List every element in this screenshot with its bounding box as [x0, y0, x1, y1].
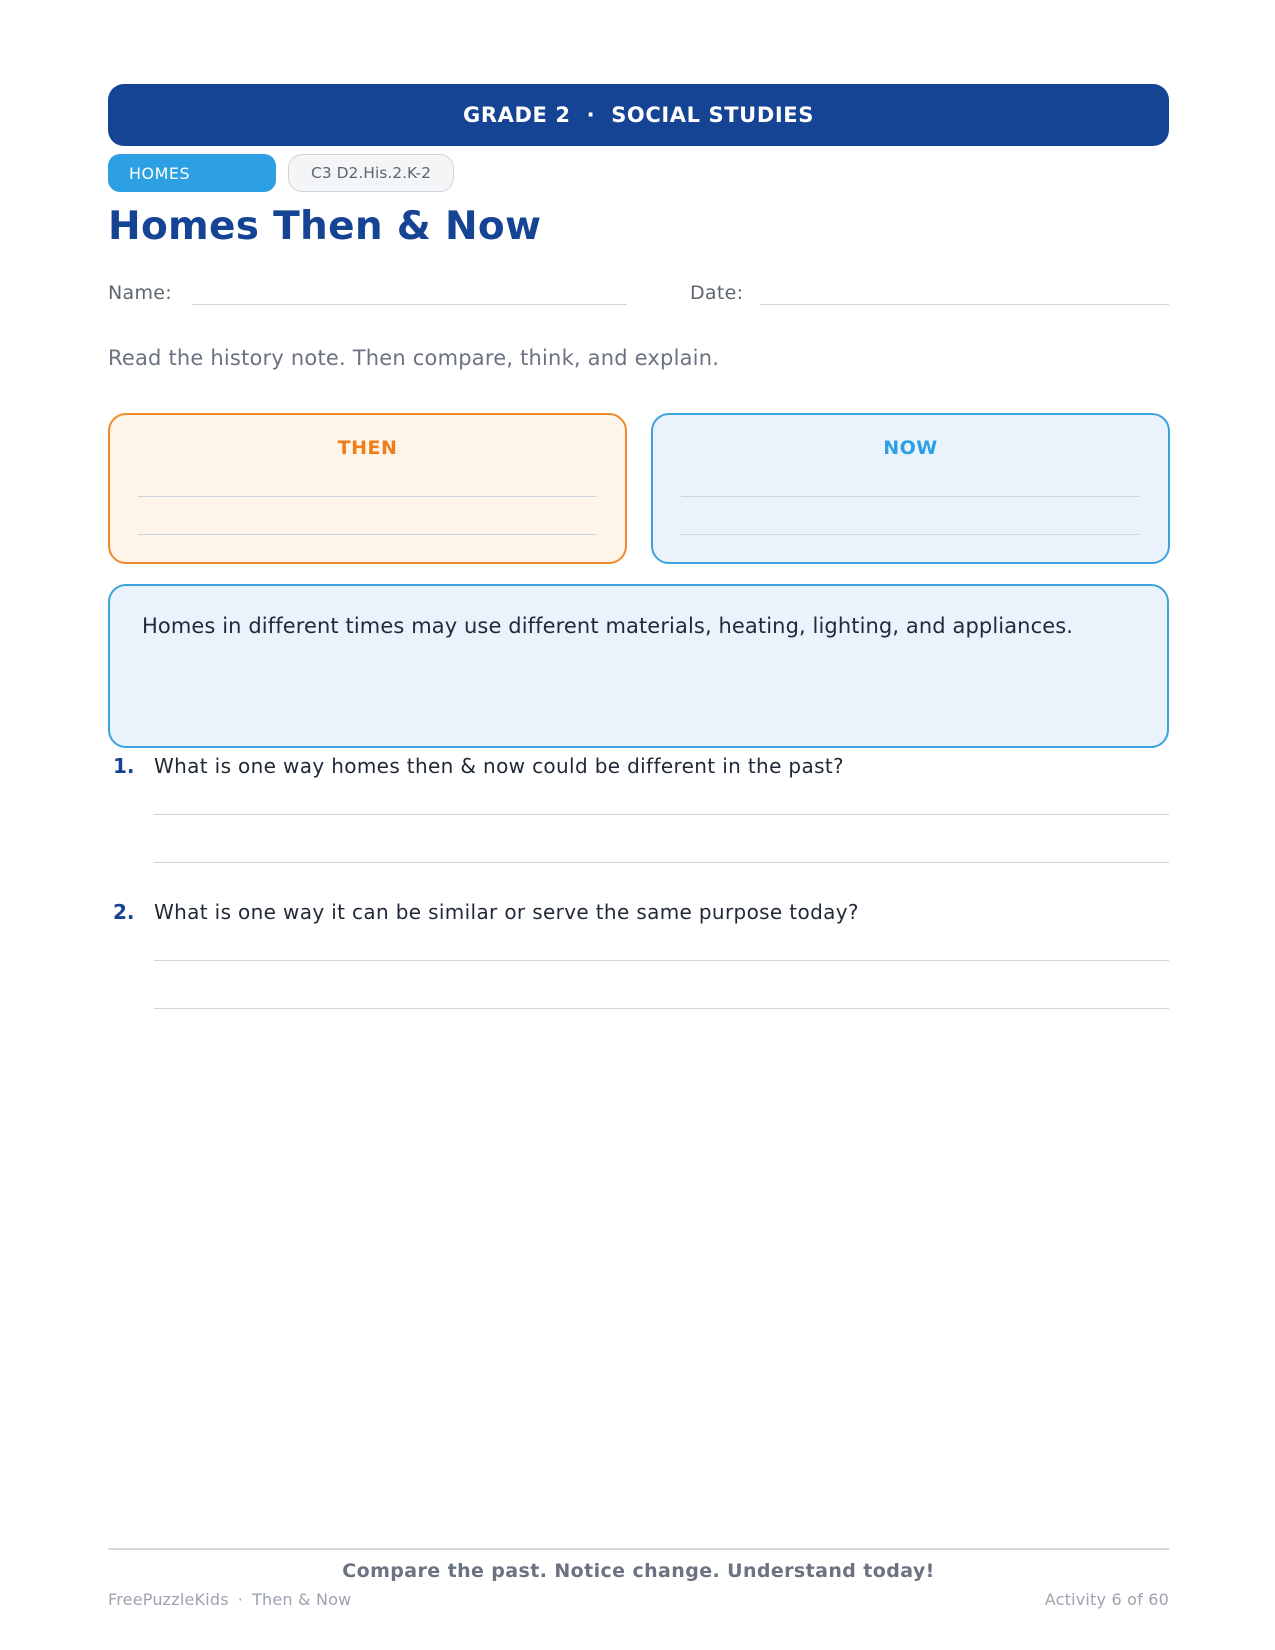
- date-label: Date:: [690, 282, 744, 304]
- name-field[interactable]: [192, 304, 627, 305]
- answer-line[interactable]: [154, 1008, 1169, 1009]
- answer-line[interactable]: [154, 862, 1169, 863]
- history-note-box: [108, 584, 1169, 748]
- now-writing-line[interactable]: [681, 534, 1140, 535]
- question-text: What is one way it can be similar or serve the same purpose today?: [154, 900, 859, 924]
- question-number: 1.: [113, 754, 135, 778]
- activity-counter: Activity 6 of 60: [1044, 1590, 1169, 1609]
- answer-line[interactable]: [154, 960, 1169, 961]
- question-number: 2.: [113, 900, 135, 924]
- footer-divider: [108, 1548, 1169, 1550]
- then-writing-line[interactable]: [138, 496, 597, 497]
- name-label: Name:: [108, 282, 172, 304]
- now-box: [651, 413, 1170, 564]
- now-label: NOW: [883, 437, 938, 459]
- standard-tag: C3 D2.His.2.K-2: [288, 154, 454, 192]
- then-writing-line[interactable]: [138, 534, 597, 535]
- date-field[interactable]: [760, 304, 1169, 305]
- footer-tagline: Compare the past. Notice change. Understand today!: [342, 1560, 935, 1582]
- history-note-text: Homes in different times may use different materials, heating, lighting, and appliances.: [142, 614, 1074, 638]
- subject-label: SOCIAL STUDIES: [611, 103, 814, 127]
- page-title: Homes Then & Now: [108, 204, 542, 249]
- grade-label: GRADE 2: [463, 103, 571, 127]
- header-separator: ·: [586, 103, 596, 127]
- footer-brand: FreePuzzleKids: [108, 1590, 229, 1609]
- footer-brand-line: [108, 1590, 351, 1609]
- question-text: What is one way homes then & now could be different in the past?: [154, 754, 845, 778]
- topic-tag: HOMES: [108, 154, 276, 192]
- footer-separator: ·: [237, 1590, 244, 1609]
- footer-series: Then & Now: [252, 1590, 352, 1609]
- then-box: [108, 413, 627, 564]
- then-label: THEN: [337, 437, 398, 459]
- header-banner: [108, 84, 1169, 146]
- now-writing-line[interactable]: [681, 496, 1140, 497]
- answer-line[interactable]: [154, 814, 1169, 815]
- instructions: Read the history note. Then compare, think, and explain.: [108, 346, 720, 370]
